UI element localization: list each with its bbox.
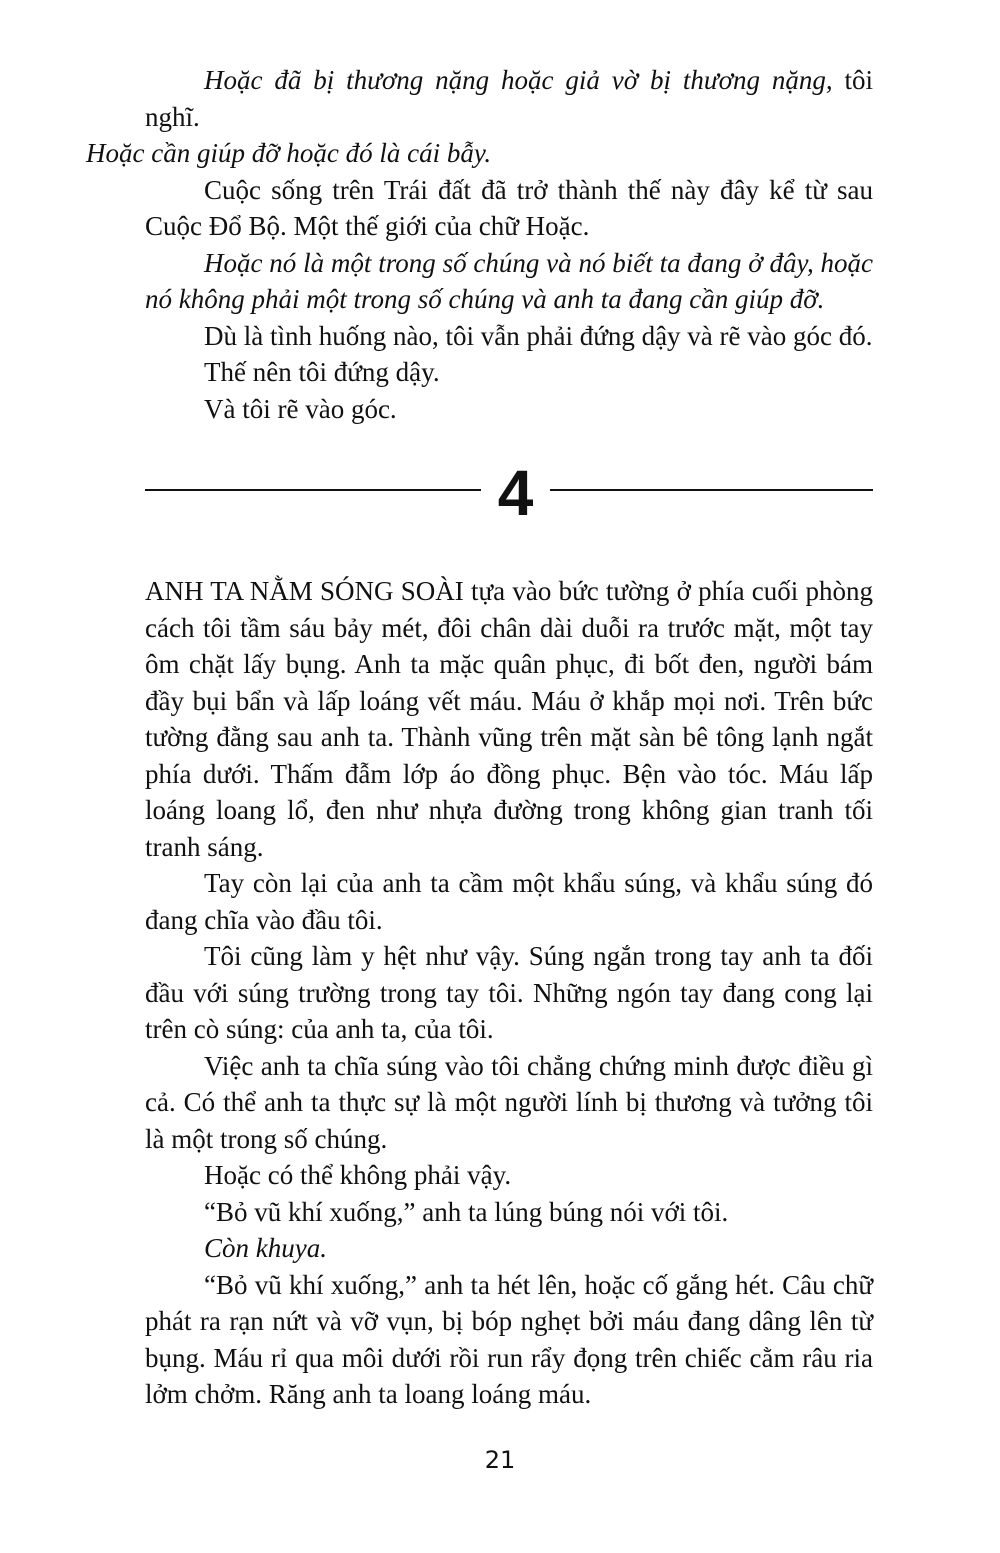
paragraph: Thế nên tôi đứng dậy. xyxy=(204,357,440,387)
italic-paragraph: Hoặc nó là một trong số chúng và nó biết ta đang ở đây, hoặc nó không phải một trong số chúng và anh ta đang cần giúp đỡ. xyxy=(145,247,873,314)
dialogue-paragraph: “Bỏ vũ khí xuống,” anh ta lúng búng nói với tôi. xyxy=(204,1196,729,1227)
paragraph: Cuộc sống trên Trái đất đã trở thành thế này đây kể từ sau Cuộc Đổ Bộ. Một thế giới của chữ Hoặc. xyxy=(145,174,873,241)
page-number: 21 xyxy=(484,1446,516,1474)
paragraph: Tôi cũng làm y hệt như vậy. Súng ngắn trong tay anh ta đối đầu với súng trường trong tay tôi. Những ngón tay đang cong lại trên cò súng: của anh ta, của tôi. xyxy=(145,941,873,1044)
chapter-rule-right xyxy=(550,489,873,491)
chapter-heading xyxy=(145,458,873,538)
paragraph: Và tôi rẽ vào góc. xyxy=(204,393,397,424)
italic-paragraph: Còn khuya. xyxy=(204,1233,327,1263)
paragraph: Việc anh ta chĩa súng vào tôi chẳng chứng minh được điều gì cả. Có thể anh ta thực sự là một người lính bị thương và tưởng tôi là một trong số chúng. xyxy=(145,1050,873,1154)
paragraph: Hoặc có thể không phải vậy. xyxy=(204,1160,512,1190)
attribution: tôi nghĩ. xyxy=(145,65,874,132)
dialogue-paragraph: “Bỏ vũ khí xuống,” anh ta hét lên, hoặc cố gắng hét. Câu chữ phát ra rạn nứt và vỡ vụn, bị bóp nghẹt bởi máu đang dâng lên từ bụng. Máu rỉ qua môi dưới rồi run rẩy đọng trên chiếc cằm râu ria lởm chởm. Răng anh ta loang loáng máu. xyxy=(145,1269,873,1409)
paragraph: Dù là tình huống nào, tôi vẫn phải đứng dậy và rẽ vào góc đó. xyxy=(204,320,873,351)
italic-thought: Hoặc cần giúp đỡ hoặc đó là cái bẫy. xyxy=(86,138,492,168)
text-block-top xyxy=(86,62,874,427)
chapter-opening-paragraph: ANH TA NẰM SÓNG SOÀI tựa vào bức tường ở phía cuối phòng cách tôi tầm sáu bảy mét, đôi chân dài duỗi ra trước mặt, một tay ôm chặt lấy bụng. Anh ta mặc quân phục, đi bốt đen, người bám đầy bụi bẩn và lấp loáng vết máu. Máu ở khắp mọi nơi. Trên bức tường đằng sau anh ta. Thành vũng trên mặt sàn bê tông lạnh ngắt phía dưới. Thấm đẫm lớp áo đồng phục. Bện vào tóc. Máu lấp loáng loang lổ, đen như nhựa đường trong không gian tranh tối tranh sáng. xyxy=(145,576,873,862)
chapter-number: 4 xyxy=(497,457,534,529)
italic-thought: Hoặc đã bị thương nặng hoặc giả vờ bị thương nặng, xyxy=(204,65,833,95)
text-block-bottom xyxy=(145,573,873,1413)
chapter-rule-left xyxy=(145,489,481,491)
paragraph xyxy=(86,62,874,172)
paragraph: Tay còn lại của anh ta cầm một khẩu súng, và khẩu súng đó đang chĩa vào đầu tôi. xyxy=(145,868,873,935)
